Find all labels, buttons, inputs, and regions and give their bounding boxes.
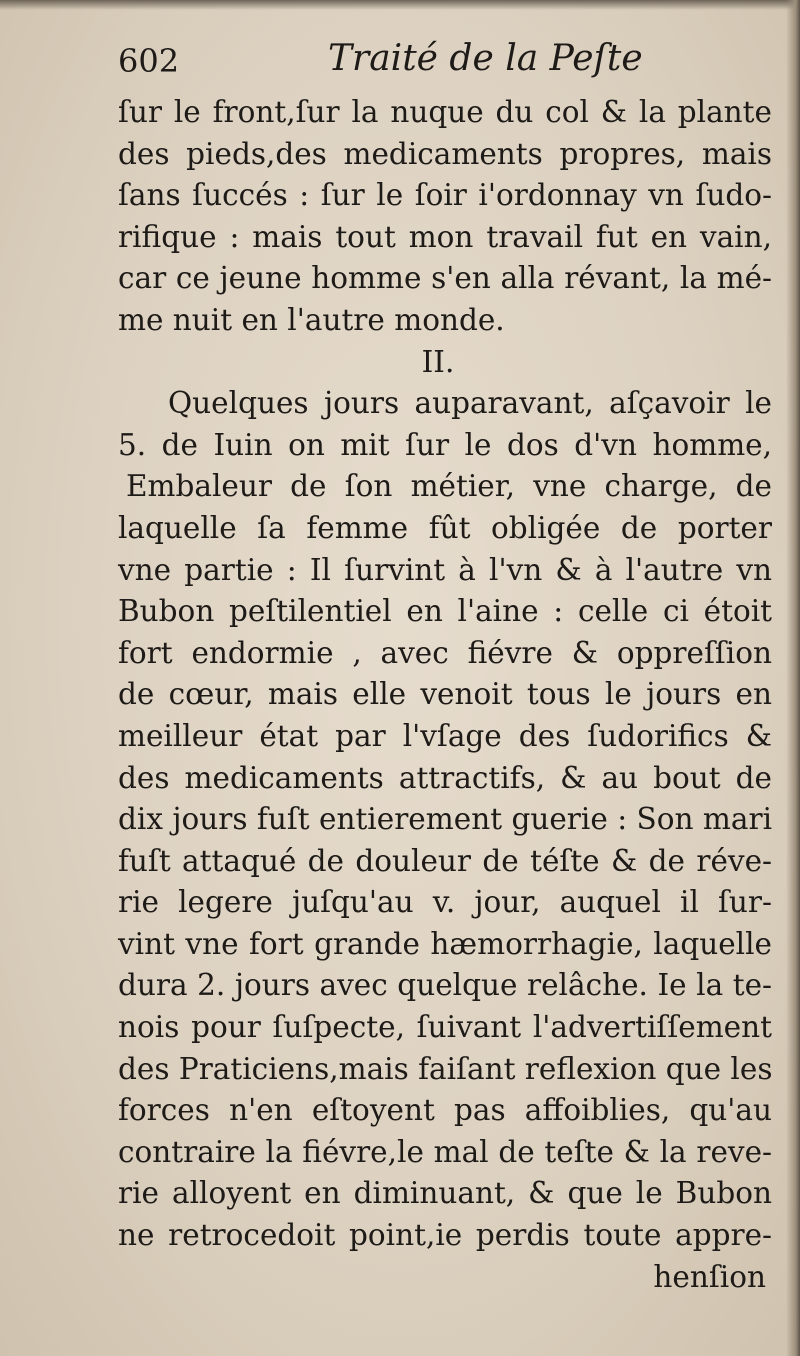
text-line: des pieds,des medicaments propres, mais [118, 136, 772, 171]
text-line: rifique : mais tout mon travail fut en vain, [118, 219, 772, 254]
catchword: henſion [653, 1259, 766, 1294]
text-line: des Praticiens,mais faiſant reflexion que les [118, 1051, 773, 1086]
text-line: rie legere juſqu'au v. jour, auquel il ſur- [118, 885, 772, 920]
running-title: Traité de la Peſte [328, 38, 643, 79]
text-line: Embaleur de ſon métier, vne charge, de [126, 469, 772, 504]
page-number: 602 [118, 42, 180, 80]
text-line: Quelques jours auparavant, aſçavoir le [168, 386, 772, 421]
text-line: des medicaments attractifs, & au bout de [118, 760, 772, 795]
text-line: me nuit en l'autre monde. [118, 302, 505, 337]
body-text [104, 92, 772, 1298]
text-line: 5. de Iuin on mit ſur le dos d'vn homme, [118, 427, 772, 462]
text-line: meilleur état par l'vſage des ſudorifics & [118, 718, 772, 753]
text-line: ſur le front,ſur la nuque du col & la plante [118, 95, 772, 129]
page-header [0, 38, 800, 94]
text-line: de cœur, mais elle venoit tous le jours en [118, 677, 772, 712]
text-line: laquelle ſa femme fût obligée de porter [118, 510, 772, 545]
text-line: forces n'en eſtoyent pas affoiblies, qu'au [118, 1093, 772, 1128]
text-line: Bubon peſtilentiel en l'aine : celle ci étoit [118, 594, 772, 629]
text-line: vne partie : Il ſurvint à l'vn & à l'autre vn [118, 552, 772, 587]
section-number: II. [421, 344, 455, 379]
text-line: contraire la fiévre,le mal de teſte & la reve- [118, 1134, 772, 1169]
page-gutter-edge [786, 0, 800, 1356]
text-line: fort endormie , avec fiévre & oppreſſion [118, 635, 772, 670]
text-line: ſans ſuccés : ſur le ſoir i'ordonnay vn ſudo- [118, 178, 772, 213]
text-line: nois pour ſuſpecte, ſuivant l'advertiſſement [118, 1010, 772, 1045]
text-line: vint vne fort grande hæmorrhagie, laquelle [118, 926, 772, 961]
text-line: dix jours fuſt entierement guerie : Son mari [118, 802, 772, 837]
text-line: dura 2. jours avec quelque relâche. Ie la te- [118, 968, 772, 1003]
text-line: ne retrocedoit point,ie perdis toute appre- [118, 1218, 772, 1253]
text-line: rie alloyent en diminuant, & que le Bubon [118, 1176, 772, 1211]
text-line: car ce jeune homme s'en alla révant, la mé- [118, 261, 772, 296]
text-line: fuſt attaqué de douleur de téſte & de réve- [118, 843, 772, 878]
page-top-shadow [0, 0, 800, 10]
